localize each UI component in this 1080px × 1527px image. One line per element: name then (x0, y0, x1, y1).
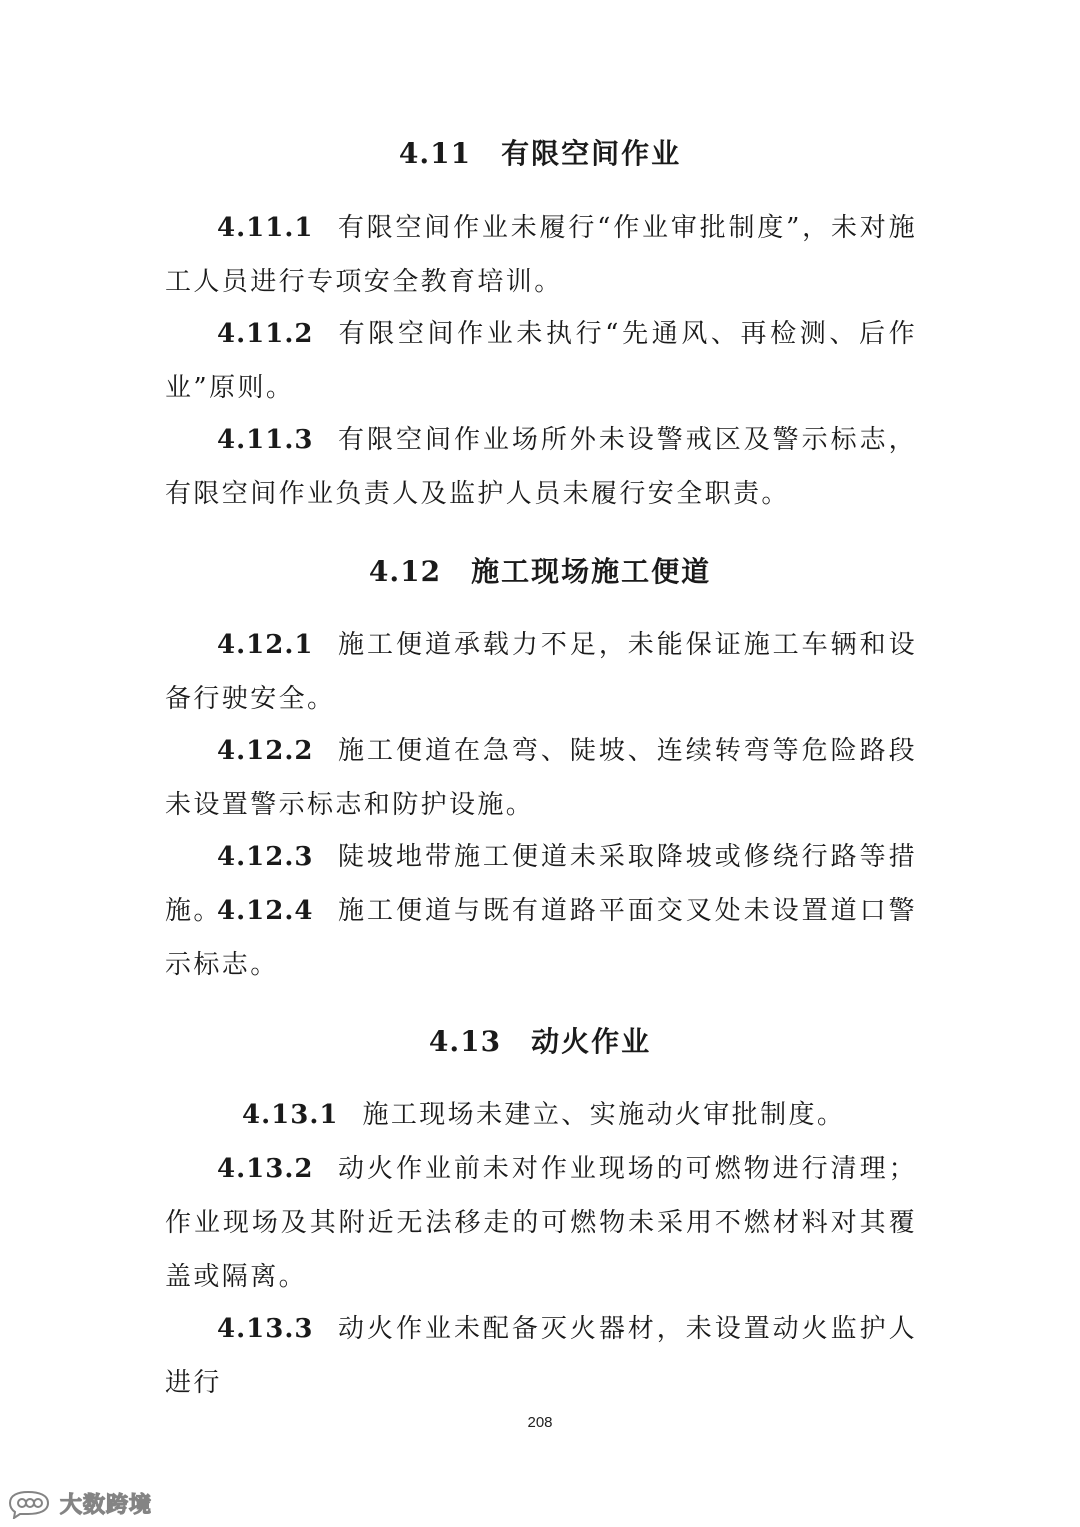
clause-text: 有限空间作业场所外未设警戒区及警示标志，有限空间作业负责人及监护人员未履行安全职责。 (165, 425, 917, 509)
chat-bubble-icon (6, 1489, 54, 1519)
section-number: 4.12 (368, 555, 442, 588)
section-title-text: 动火作业 (531, 1025, 652, 1058)
clause-number: 4.11.3 (217, 425, 314, 455)
clause-number: 4.13.2 (217, 1154, 314, 1184)
clause-4-12-2 (165, 724, 917, 832)
clause-4-11-2 (165, 307, 917, 415)
section-heading-4-13 (0, 1020, 1080, 1060)
section-heading-4-11 (0, 132, 1080, 172)
clause-number: 4.12.4 (217, 896, 314, 926)
section-number: 4.13 (428, 1025, 502, 1058)
clause-text: 施工便道在急弯、陡坡、连续转弯等危险路段未设置警示标志和防护设施。 (165, 736, 917, 820)
clause-4-12-4 (165, 884, 917, 992)
clause-number: 4.12.2 (217, 736, 314, 766)
clause-4-12-1 (165, 618, 917, 726)
clause-text: 施工便道承载力不足，未能保证施工车辆和设备行驶安全。 (165, 630, 917, 714)
clause-number: 4.11.2 (217, 319, 314, 349)
clause-number: 4.13.1 (242, 1100, 339, 1130)
page-number: 208 (527, 1414, 553, 1431)
clause-4-11-3 (165, 413, 917, 521)
clause-text: 有限空间作业未执行“先通风、再检测、后作业”原则。 (165, 319, 917, 403)
clause-4-11-1 (165, 201, 917, 309)
clause-number: 4.11.1 (217, 213, 314, 243)
clause-4-13-3 (165, 1302, 917, 1410)
clause-text: 施工便道与既有道路平面交叉处未设置道口警示标志。 (165, 896, 917, 980)
clause-4-13-1 (190, 1088, 917, 1142)
clause-text: 施工现场未建立、实施动火审批制度。 (362, 1100, 846, 1130)
watermark-text: 大数跨境 (60, 1493, 153, 1518)
clause-4-13-2 (165, 1142, 917, 1304)
section-heading-4-12 (0, 550, 1080, 590)
section-number: 4.11 (398, 137, 472, 170)
watermark (6, 1488, 152, 1519)
clause-number: 4.13.3 (217, 1314, 314, 1344)
clause-text: 陡坡地带施工便道未采取降坡或修绕行路等措施。 (165, 842, 917, 926)
section-title-text: 施工现场施工便道 (471, 555, 712, 588)
clause-number: 4.12.3 (217, 842, 314, 872)
section-title-text: 有限空间作业 (501, 137, 682, 170)
clause-number: 4.12.1 (217, 630, 314, 660)
clause-text: 动火作业未配备灭火器材，未设置动火监护人进行 (165, 1314, 917, 1398)
clause-text: 动火作业前未对作业现场的可燃物进行清理；作业现场及其附近无法移走的可燃物未采用不燃材料对其覆盖或隔离。 (165, 1154, 917, 1292)
clause-text: 有限空间作业未履行“作业审批制度”，未对施工人员进行专项安全教育培训。 (165, 213, 917, 297)
